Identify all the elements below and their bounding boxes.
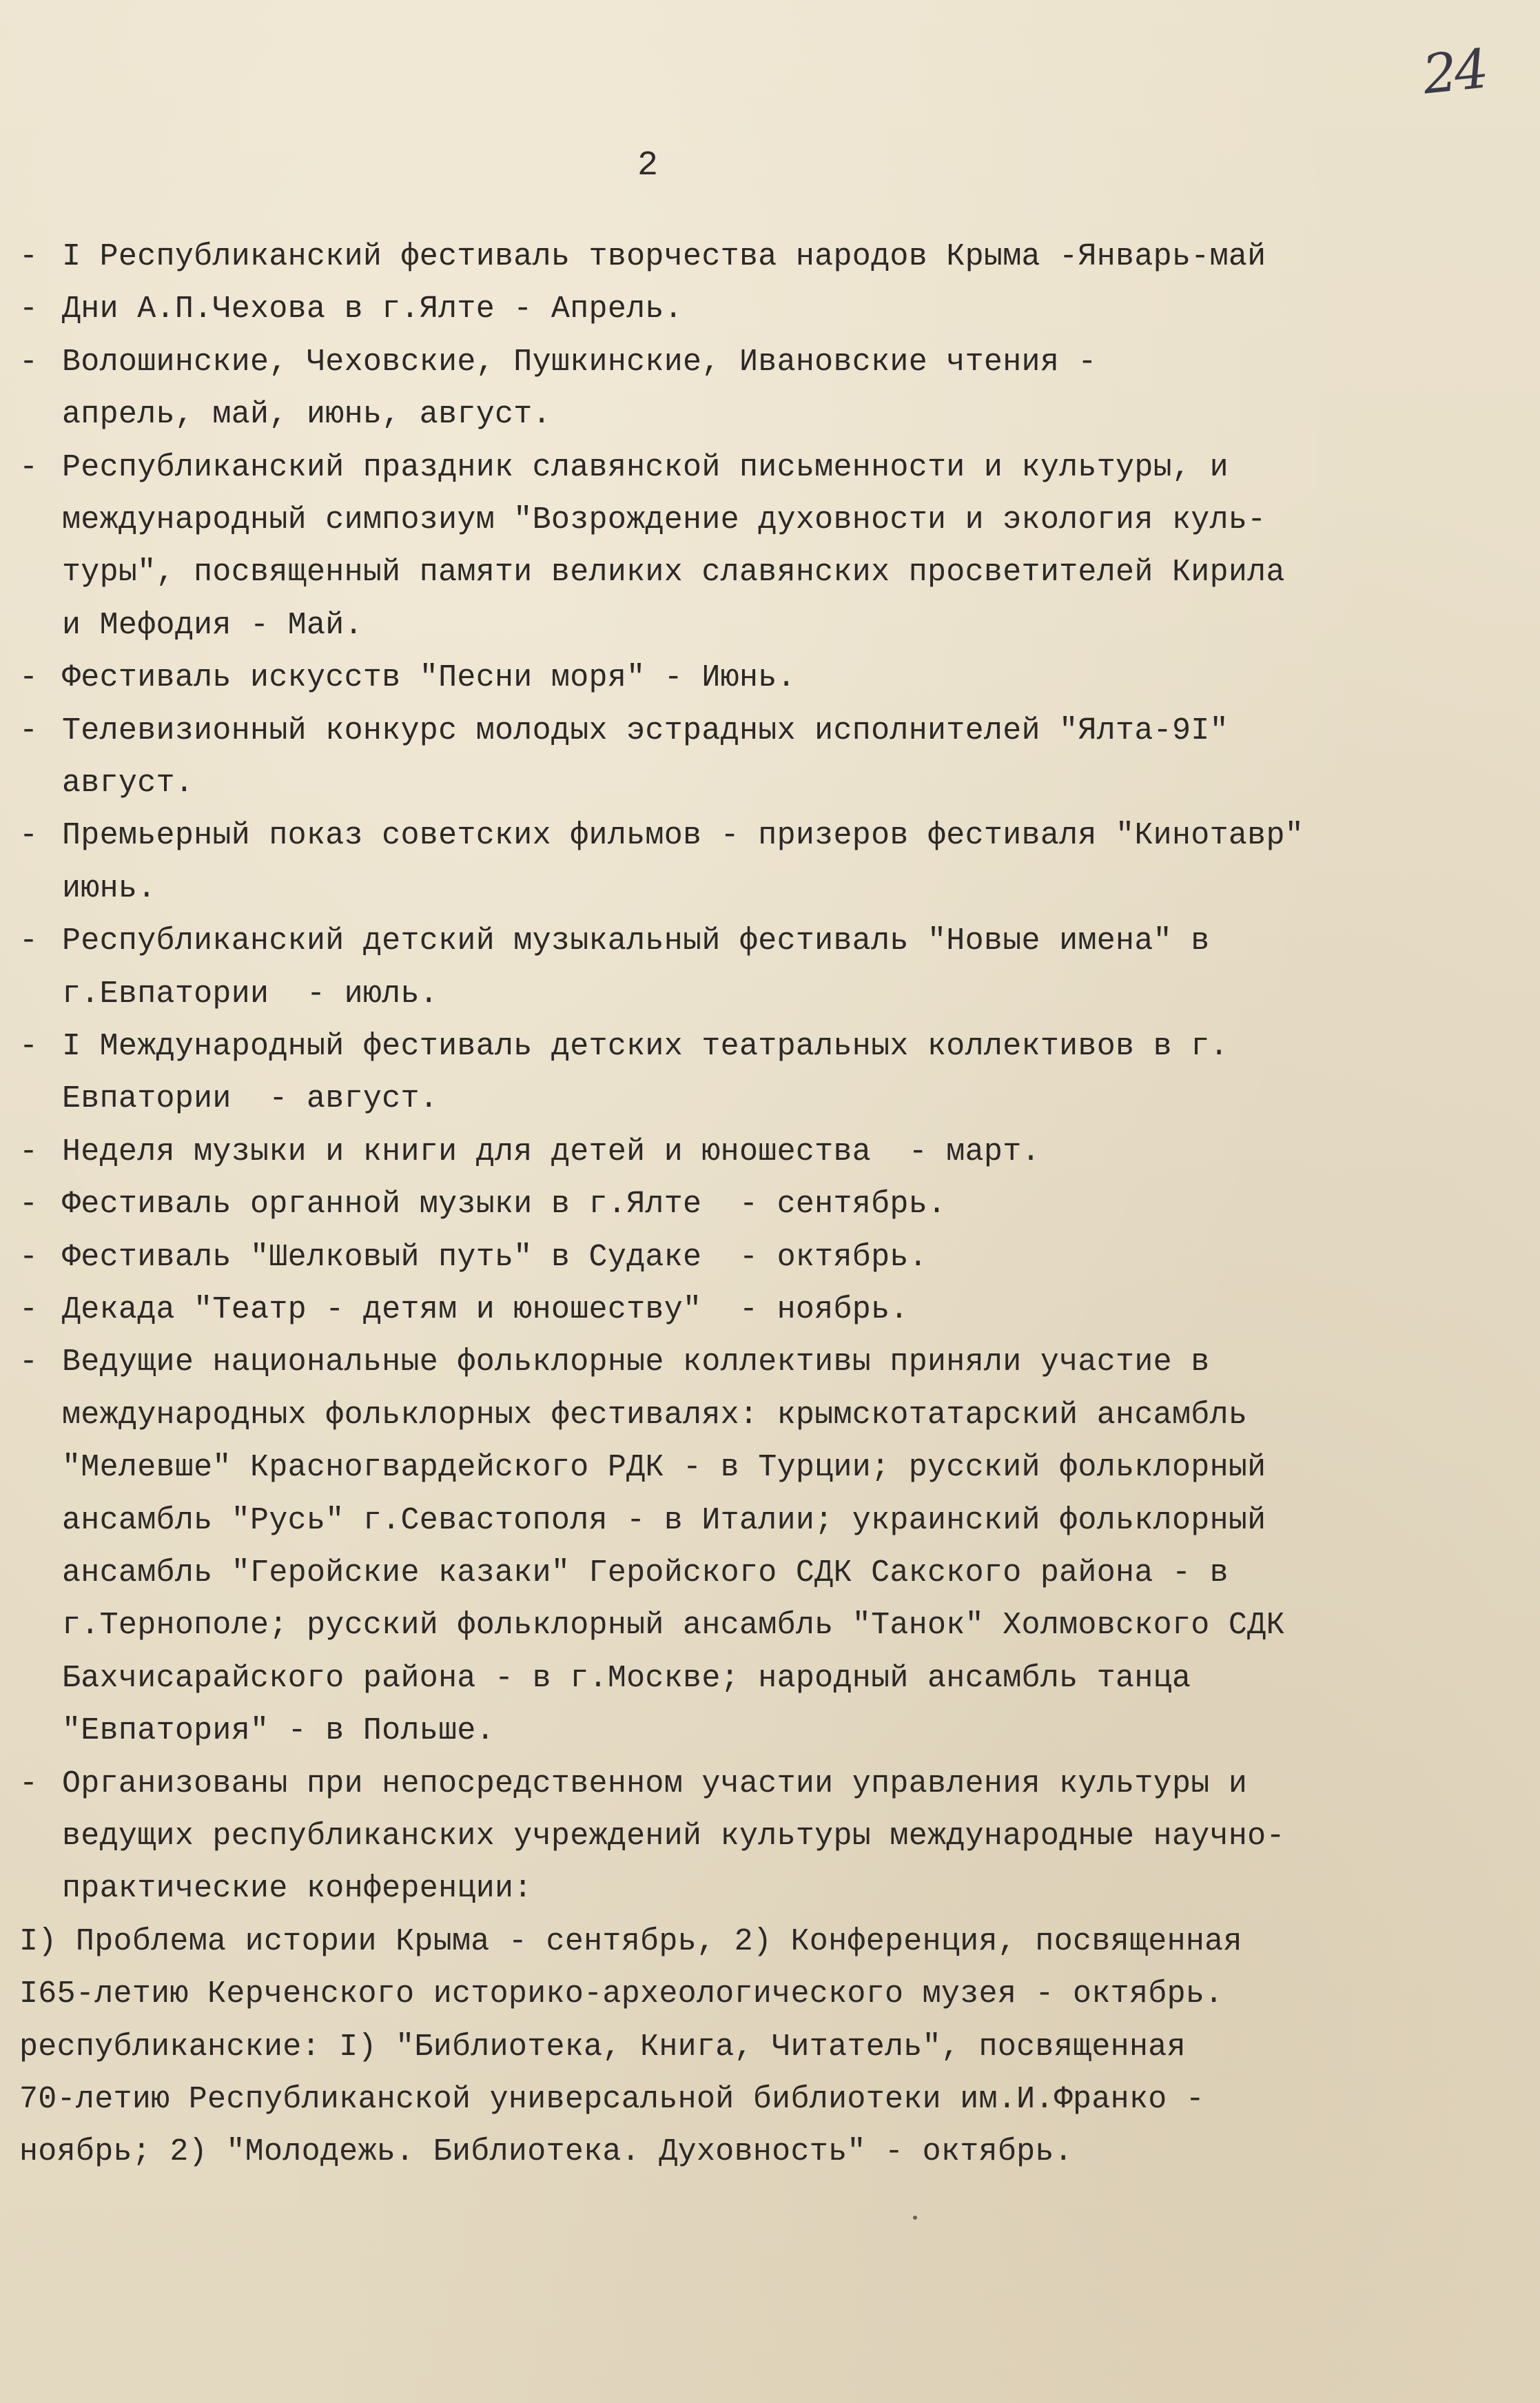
list-item-continuation: международный симпозиум "Возрождение духовности и экология куль- (62, 502, 1266, 538)
text-line: I) Проблема истории Крыма - сентябрь, 2) Конференция, посвященная (19, 1924, 1242, 1959)
list-dash: - (19, 1134, 39, 1169)
list-item-text: Фестиваль искусств "Песни моря" - Июнь. (62, 660, 796, 695)
list-dash: - (19, 818, 39, 853)
list-item-continuation: август. (62, 766, 194, 801)
list-dash: - (19, 660, 39, 695)
list-item-continuation: ансамбль "Геройские казаки" Геройского СДК Сакского района - в (62, 1555, 1229, 1591)
text-line: I65-летию Керченского историко-археологического музея - октябрь. (19, 1976, 1224, 2012)
list-item-text: Телевизионный конкурс молодых эстрадных исполнителей "Ялта-9I" (62, 713, 1229, 748)
list-item-text: Декада "Театр - детям и юношеству" - ноябрь. (62, 1292, 909, 1327)
list-item-text: Неделя музыки и книги для детей и юношества - март. (62, 1134, 1040, 1169)
list-item-text: Ведущие национальные фольклорные коллективы приняли участие в (62, 1344, 1210, 1380)
list-dash: - (19, 713, 39, 748)
list-item-continuation: ведущих республиканских учреждений культуры международные научно- (62, 1819, 1285, 1854)
list-item-text: Фестиваль "Шелковый путь" в Судаке - октябрь. (62, 1240, 928, 1275)
list-dash: - (19, 345, 39, 380)
list-dash: - (19, 292, 39, 327)
list-dash: - (19, 239, 39, 274)
list-dash: - (19, 923, 39, 959)
handwritten-sheet-number: 24 (1419, 38, 1489, 107)
list-item-text: Республиканский праздник славянской письменности и культуры, и (62, 450, 1229, 485)
list-item-continuation: ансамбль "Русь" г.Севастополя - в Италии; украинский фольклорный (62, 1503, 1266, 1538)
list-item-text: Организованы при непосредственном участии управления культуры и (62, 1766, 1248, 1801)
list-item-text: Республиканский детский музыкальный фестиваль "Новые имена" в (62, 923, 1210, 959)
list-dash: - (19, 1187, 39, 1222)
list-item-continuation: Евпатории - август. (62, 1081, 439, 1116)
list-item-text: Фестиваль органной музыки в г.Ялте - сентябрь. (62, 1187, 947, 1222)
list-item-continuation: туры", посвященный памяти великих славянских просветителей Кирила (62, 555, 1285, 590)
list-item-continuation: Бахчисарайского района - в г.Москве; народный ансамбль танца (62, 1661, 1191, 1696)
list-item-continuation: г.Евпатории - июль. (62, 976, 439, 1012)
list-item-continuation: международных фольклорных фестивалях: крымскотатарский ансамбль (62, 1398, 1248, 1433)
list-item-continuation: "Евпатория" - в Польше. (62, 1713, 495, 1748)
list-item-text: Премьерный показ советских фильмов - призеров фестиваля "Кинотавр" (62, 818, 1304, 853)
list-item-continuation: практические конференции: (62, 1871, 533, 1906)
list-dash: - (19, 1029, 39, 1064)
text-line: 70-летию Республиканской универсальной библиотеки им.И.Франко - (19, 2082, 1205, 2117)
page-number: 2 (637, 146, 659, 185)
paper-speck (913, 2216, 917, 2220)
list-item-text: I Международный фестиваль детских театральных коллективов в г. (62, 1029, 1229, 1064)
list-item-continuation: "Мелевше" Красногвардейского РДК - в Турции; русский фольклорный (62, 1450, 1266, 1485)
list-item-text: Волошинские, Чеховские, Пушкинские, Ивановские чтения - (62, 345, 1097, 380)
list-dash: - (19, 1292, 39, 1327)
list-item-continuation: апрель, май, июнь, август. (62, 397, 551, 432)
list-item-continuation: июнь. (62, 871, 156, 906)
list-item-text: Дни А.П.Чехова в г.Ялте - Апрель. (62, 292, 684, 327)
text-line: республиканские: I) "Библиотека, Книга, Читатель", посвященная (19, 2029, 1186, 2065)
list-dash: - (19, 1766, 39, 1801)
list-item-continuation: г.Тернополе; русский фольклорный ансамбль "Танок" Холмовского СДК (62, 1608, 1285, 1643)
list-item-text: I Республиканский фестиваль творчества народов Крыма -Январь-май (62, 239, 1266, 274)
list-item-continuation: и Мефодия - Май. (62, 608, 363, 643)
list-dash: - (19, 1344, 39, 1380)
text-line: ноябрь; 2) "Молодежь. Библиотека. Духовность" - октябрь. (19, 2134, 1074, 2169)
list-dash: - (19, 1240, 39, 1275)
list-dash: - (19, 450, 39, 485)
